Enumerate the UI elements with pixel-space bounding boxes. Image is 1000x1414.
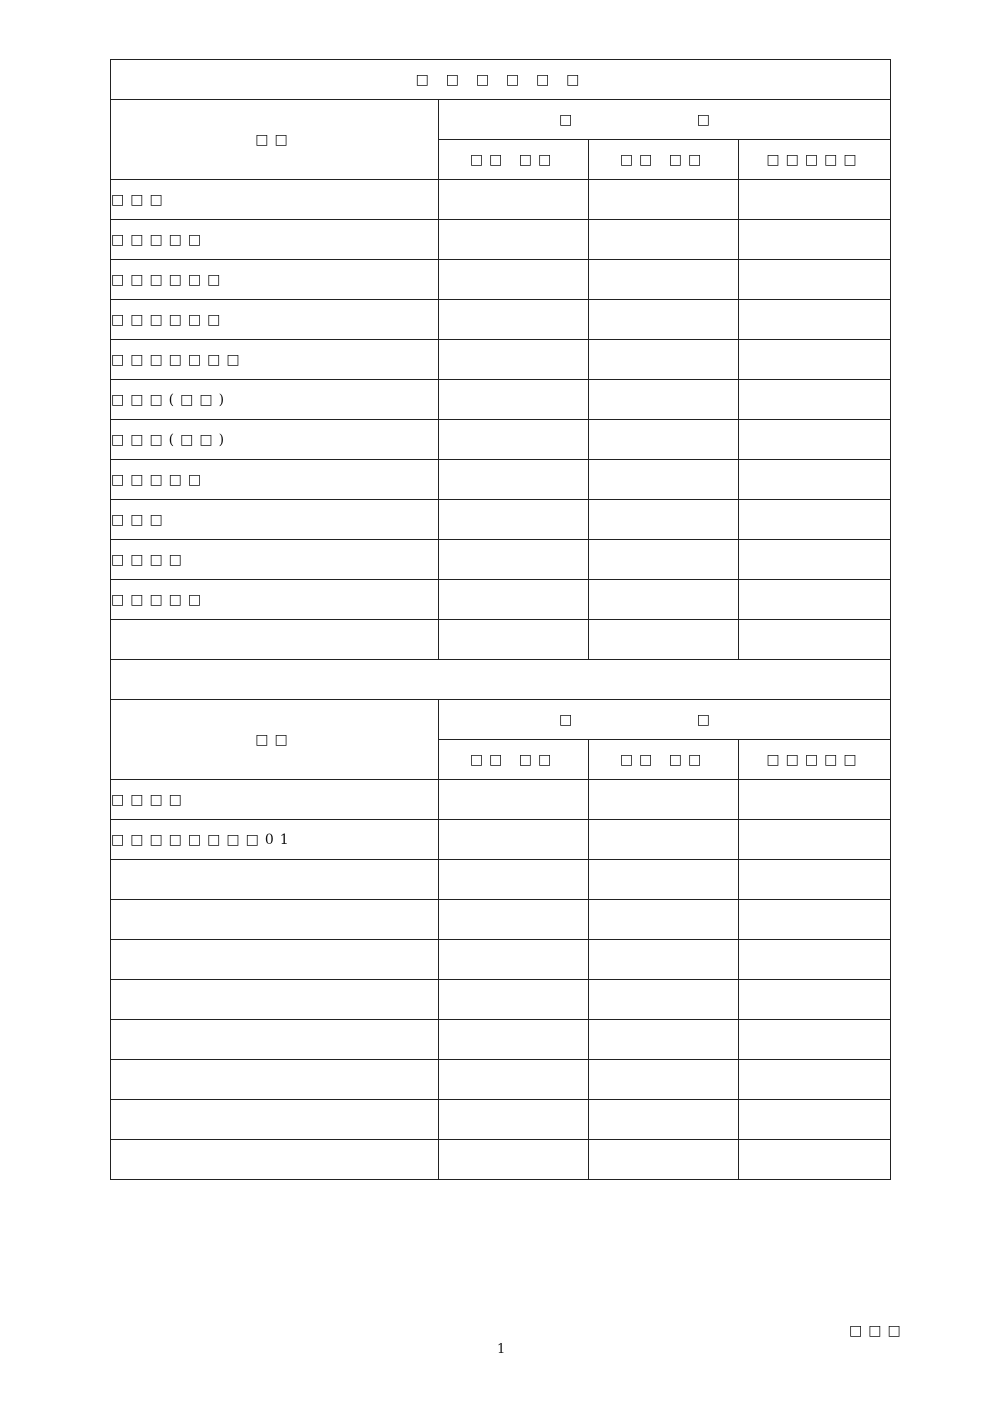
table1-value-cell[interactable] [739, 500, 891, 540]
table1-value-cell[interactable] [589, 580, 739, 620]
title-row [111, 60, 891, 100]
table2-header-row-1 [111, 700, 891, 740]
table2-value-cell[interactable] [589, 980, 739, 1020]
table2-value-cell[interactable] [739, 980, 891, 1020]
table2-value-cell[interactable] [439, 860, 589, 900]
table1-row-label: □□□ [111, 180, 439, 220]
table2-group-header: □ □ [439, 700, 891, 740]
table2-value-cell[interactable] [589, 1020, 739, 1060]
table2-row [111, 860, 891, 900]
table1-value-cell[interactable] [439, 220, 589, 260]
table1-subheader-1: □□ □□ [439, 140, 589, 180]
table1-value-cell[interactable] [589, 620, 739, 660]
table1-row-label: □□□□□ [111, 580, 439, 620]
table1-row [111, 420, 891, 460]
table1-value-cell[interactable] [739, 300, 891, 340]
table2-value-cell[interactable] [739, 900, 891, 940]
table2-value-cell[interactable] [439, 820, 589, 860]
table1-value-cell[interactable] [439, 460, 589, 500]
table2-row-label [111, 1060, 439, 1100]
table1-value-cell[interactable] [589, 380, 739, 420]
table1-row-label: □□□(□□) [111, 420, 439, 460]
table2-value-cell[interactable] [589, 1100, 739, 1140]
table1-value-cell[interactable] [739, 540, 891, 580]
table1-value-cell[interactable] [589, 540, 739, 580]
table2-value-cell[interactable] [439, 1140, 589, 1180]
table1-value-cell[interactable] [439, 540, 589, 580]
table2-value-cell[interactable] [739, 1020, 891, 1060]
table1-row [111, 620, 891, 660]
table1-row [111, 260, 891, 300]
table1-row [111, 540, 891, 580]
table2-value-cell[interactable] [439, 780, 589, 820]
form-table [110, 59, 891, 1180]
table1-value-cell[interactable] [739, 420, 891, 460]
table1-row-label: □□□□□□□ [111, 340, 439, 380]
table1-subheader-2: □□ □□ [589, 140, 739, 180]
table1-value-cell[interactable] [739, 380, 891, 420]
table1-row-label: □□□□□ [111, 460, 439, 500]
table2-row-label [111, 940, 439, 980]
table2-value-cell[interactable] [739, 940, 891, 980]
table1-value-cell[interactable] [739, 460, 891, 500]
table1-value-cell[interactable] [439, 420, 589, 460]
table2-value-cell[interactable] [739, 1140, 891, 1180]
table1-value-cell[interactable] [589, 300, 739, 340]
table1-row [111, 180, 891, 220]
table1-row-label: □□□□□□ [111, 300, 439, 340]
table1-row [111, 460, 891, 500]
table2-row [111, 1060, 891, 1100]
table2-row-label [111, 1140, 439, 1180]
table2-row-label: □□□□□□□□01 [111, 820, 439, 860]
table2-value-cell[interactable] [589, 900, 739, 940]
form-title: □ □ □ □ □ □ [111, 60, 891, 100]
table1-group-header: □ □ [439, 100, 891, 140]
table2-row [111, 1020, 891, 1060]
table2-value-cell[interactable] [739, 1060, 891, 1100]
table1-row [111, 300, 891, 340]
table2-value-cell[interactable] [589, 1060, 739, 1100]
table1-value-cell[interactable] [739, 220, 891, 260]
table1-value-cell[interactable] [439, 340, 589, 380]
table1-row [111, 340, 891, 380]
table2-row [111, 980, 891, 1020]
table2-value-cell[interactable] [439, 1020, 589, 1060]
table1-item-column-header: □□ [111, 100, 439, 180]
table1-row-label [111, 620, 439, 660]
table2-row [111, 900, 891, 940]
table2-value-cell[interactable] [439, 940, 589, 980]
table2-row [111, 940, 891, 980]
table1-value-cell[interactable] [589, 420, 739, 460]
table2-row-label [111, 980, 439, 1020]
table1-value-cell[interactable] [589, 500, 739, 540]
table1-value-cell[interactable] [589, 260, 739, 300]
table2-value-cell[interactable] [439, 900, 589, 940]
table2-value-cell[interactable] [589, 860, 739, 900]
table2-value-cell[interactable] [589, 780, 739, 820]
table2-row-label [111, 1100, 439, 1140]
table2-subheader-2: □□ □□ [589, 740, 739, 780]
table1-value-cell[interactable] [439, 580, 589, 620]
table2-subheader-3: □□□□□ [739, 740, 891, 780]
table2-item-column-header: □□ [111, 700, 439, 780]
table2-value-cell[interactable] [439, 980, 589, 1020]
page-number: 1 [497, 1342, 506, 1357]
table1-value-cell[interactable] [439, 300, 589, 340]
table1-value-cell[interactable] [739, 180, 891, 220]
table2-value-cell[interactable] [439, 1060, 589, 1100]
table1-row [111, 580, 891, 620]
table2-value-cell[interactable] [589, 1140, 739, 1180]
table2-value-cell[interactable] [589, 940, 739, 980]
table1-value-cell[interactable] [589, 340, 739, 380]
table2-row-label [111, 1020, 439, 1060]
table2-row [111, 780, 891, 820]
table2-row [111, 820, 891, 860]
table1-row-label: □□□(□□) [111, 380, 439, 420]
table1-value-cell[interactable] [589, 460, 739, 500]
table2-subheader-1: □□ □□ [439, 740, 589, 780]
notes-area[interactable] [111, 660, 891, 700]
table1-value-cell[interactable] [439, 380, 589, 420]
table1-row-label: □□□□□□ [111, 260, 439, 300]
table2-value-cell[interactable] [739, 820, 891, 860]
table1-header-row-1 [111, 100, 891, 140]
table1-value-cell[interactable] [739, 580, 891, 620]
table2-value-cell[interactable] [739, 1100, 891, 1140]
footer-label: □□□ [849, 1323, 907, 1339]
financial-form [110, 59, 890, 1180]
table2-value-cell[interactable] [739, 860, 891, 900]
table1-row [111, 220, 891, 260]
table2-row [111, 1140, 891, 1180]
table1-value-cell[interactable] [739, 620, 891, 660]
table1-row [111, 380, 891, 420]
table1-value-cell[interactable] [589, 220, 739, 260]
table2-value-cell[interactable] [589, 820, 739, 860]
table1-row-label: □□□□ [111, 540, 439, 580]
notes-row [111, 660, 891, 700]
table1-value-cell[interactable] [439, 180, 589, 220]
table1-value-cell[interactable] [439, 500, 589, 540]
table1-row [111, 500, 891, 540]
table1-value-cell[interactable] [439, 620, 589, 660]
table1-subheader-3: □□□□□ [739, 140, 891, 180]
table2-row-label [111, 860, 439, 900]
table2-row-label: □□□□ [111, 780, 439, 820]
table2-value-cell[interactable] [739, 780, 891, 820]
table1-value-cell[interactable] [739, 260, 891, 300]
table2-row-label [111, 900, 439, 940]
table1-row-label: □□□□□ [111, 220, 439, 260]
table1-row-label: □□□ [111, 500, 439, 540]
table2-value-cell[interactable] [439, 1100, 589, 1140]
table2-row [111, 1100, 891, 1140]
table1-value-cell[interactable] [439, 260, 589, 300]
table1-value-cell[interactable] [739, 340, 891, 380]
table1-value-cell[interactable] [589, 180, 739, 220]
